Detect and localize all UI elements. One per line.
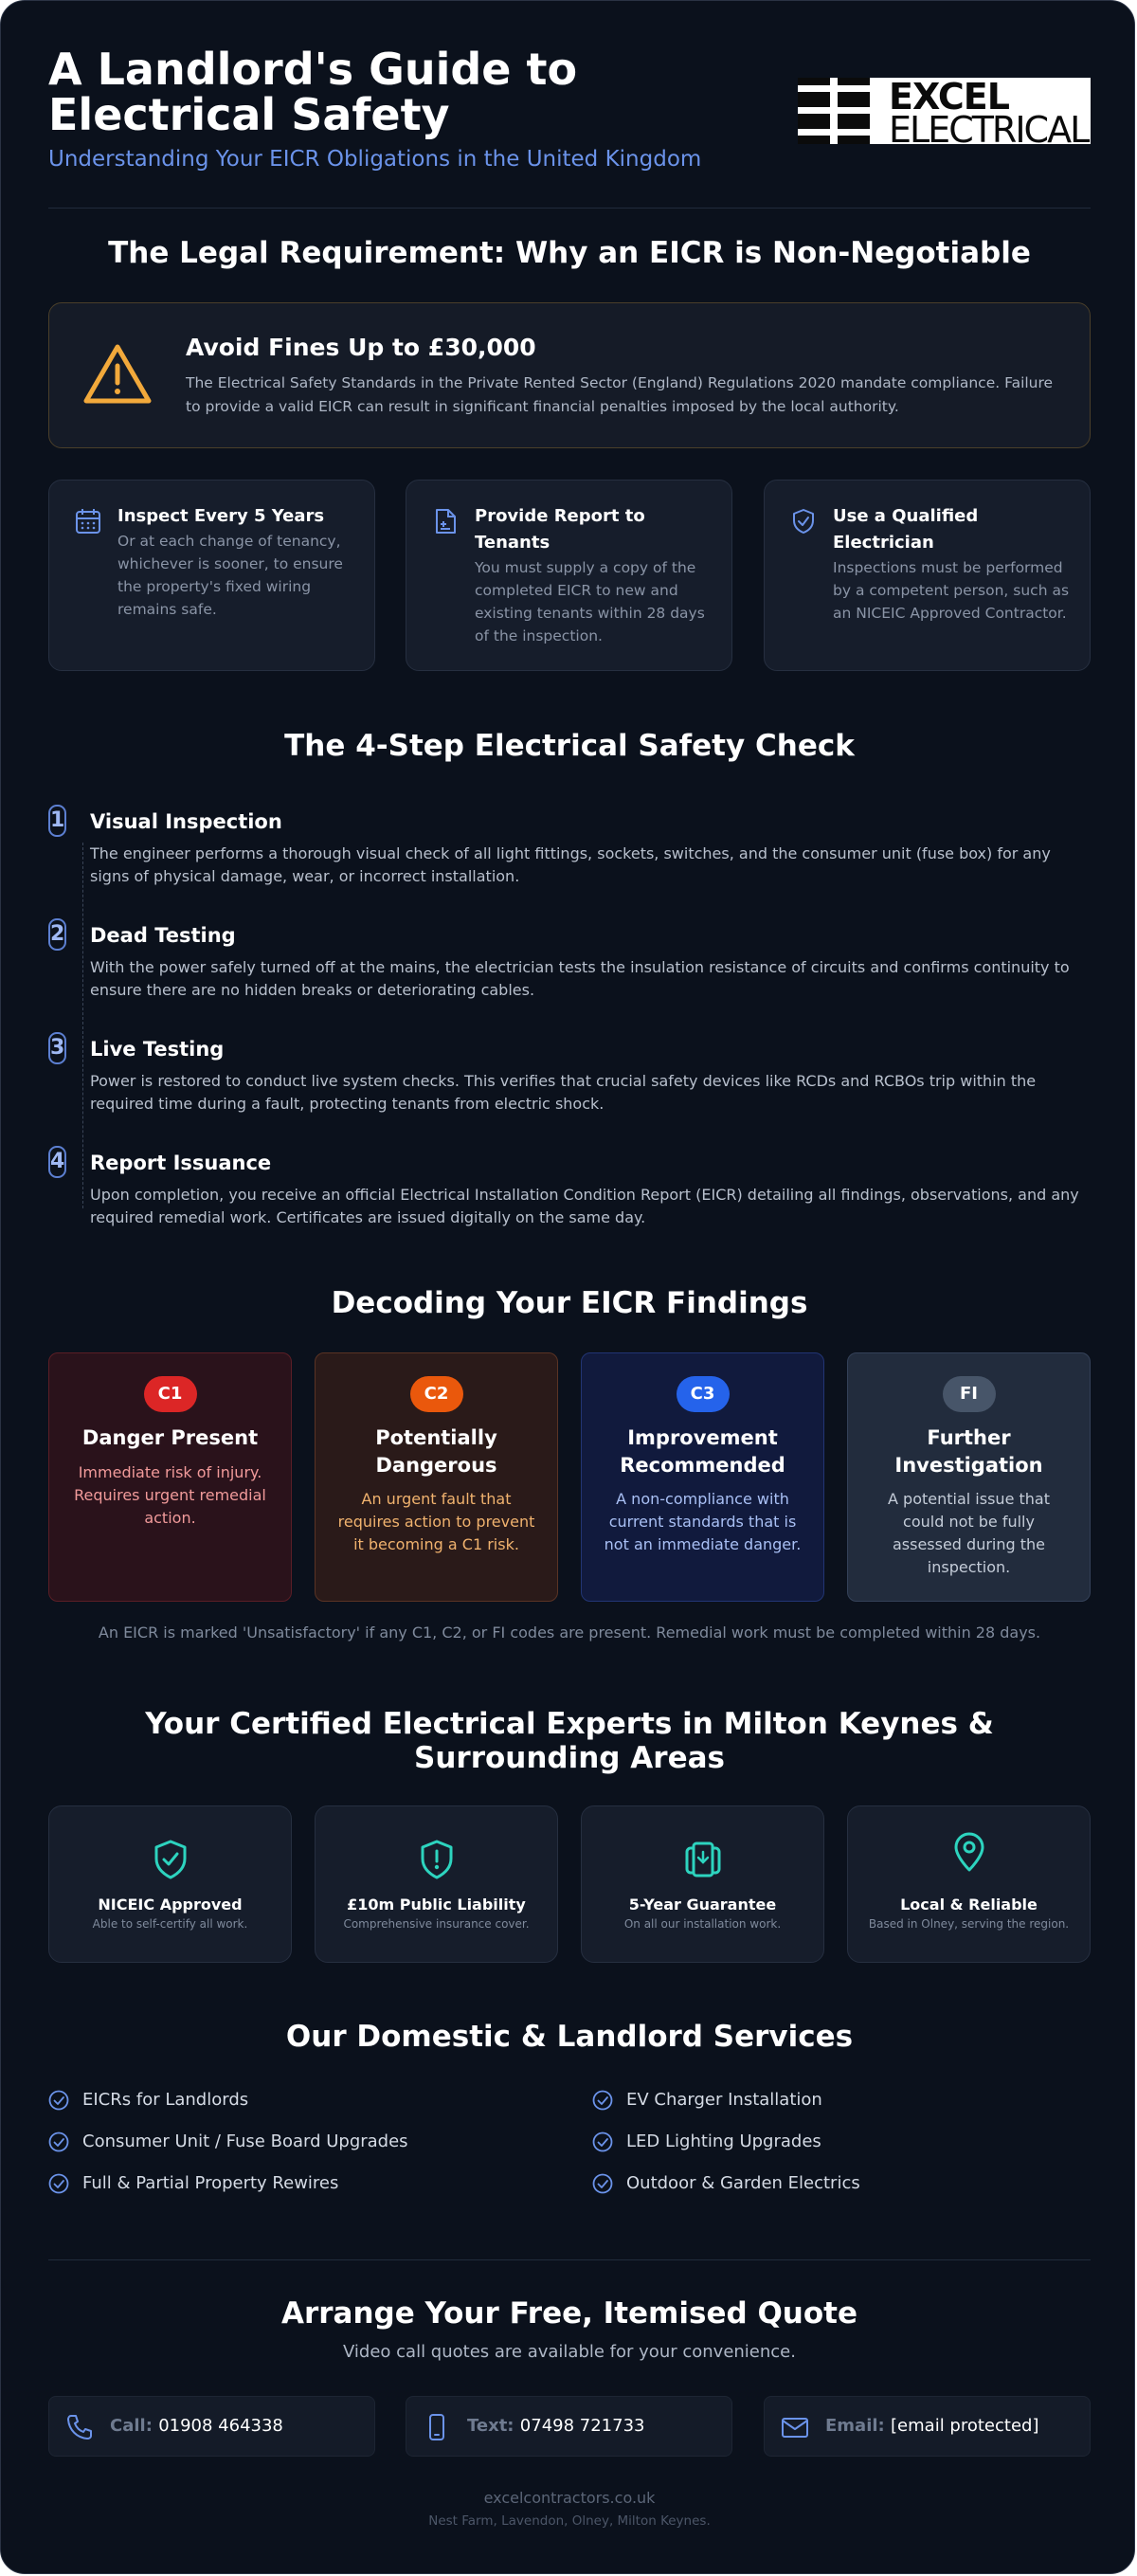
section-title-services: Our Domestic & Landlord Services — [285, 2020, 854, 2054]
card-heading: Inspect Every 5 Years — [117, 506, 325, 526]
feature-text: Comprehensive insurance cover. — [343, 1917, 530, 1931]
quote-subtitle: Video call quotes are available for your convenience. — [343, 2342, 796, 2362]
contact-label — [825, 2416, 1038, 2436]
requirement-card — [764, 480, 1091, 671]
contact-label-text: Email: — [825, 2416, 885, 2436]
card-text: You must supply a copy of the completed EICR to new and existing tenants within 28 days of the inspection. — [475, 559, 705, 644]
card-text: Inspections must be performed by a competent person, such as an NICEIC Approved Contractor. — [833, 559, 1070, 622]
contact-label — [110, 2416, 283, 2436]
section-title-experts: Your Certified Electrical Experts in Milton Keynes & Surrounding Areas — [145, 1707, 994, 1775]
step-text: Upon completion, you receive an official Electrical Installation Condition Report (EICR) detailing all findings, observations, and any required remedial work. Certificates are issued digitally on the same day. — [90, 1186, 1079, 1226]
requirement-card — [48, 480, 375, 671]
contact-label-text: Call: — [110, 2416, 153, 2436]
code-badge: C1 — [144, 1376, 197, 1412]
code-heading: Further Investigation — [894, 1426, 1043, 1477]
calendar-icon — [74, 507, 102, 535]
shield-check-icon — [152, 1839, 190, 1880]
service-label: EV Charger Installation — [626, 2090, 822, 2110]
company-logo — [798, 76, 1091, 151]
feature-text: Able to self-certify all work. — [92, 1917, 248, 1931]
requirement-card — [406, 480, 732, 671]
contact-email[interactable] — [764, 2396, 1091, 2457]
check-circle-icon — [48, 2173, 69, 2194]
section-title-quote: Arrange Your Free, Itemised Quote — [280, 2296, 858, 2331]
feature-heading: Local & Reliable — [900, 1896, 1038, 1914]
card-heading: Provide Report to Tenants — [475, 506, 645, 553]
timeline-line — [82, 843, 83, 1208]
check-circle-icon — [592, 2173, 613, 2194]
feature-card — [48, 1805, 292, 1963]
code-card-c1 — [48, 1352, 292, 1602]
divider — [48, 208, 1091, 209]
feature-heading: 5-Year Guarantee — [628, 1896, 777, 1914]
feature-card — [581, 1805, 824, 1963]
code-heading: Danger Present — [81, 1426, 259, 1449]
code-heading: Improvement Recommended — [620, 1426, 785, 1477]
shield-alert-icon — [418, 1839, 456, 1880]
shield-check-icon — [789, 507, 818, 535]
service-label: Consumer Unit / Fuse Board Upgrades — [82, 2132, 408, 2151]
contact-text[interactable] — [406, 2396, 732, 2457]
fine-text: The Electrical Safety Standards in the Private Rented Sector (England) Regulations 2020 mandate compliance. Failure to provide a valid EICR can result in significant financial penalties imposed by the local authority. — [186, 374, 1054, 415]
code-text: An urgent fault that requires action to prevent it becoming a C1 risk. — [337, 1490, 535, 1553]
step-number: 2 — [48, 918, 66, 951]
code-card-c2 — [315, 1352, 558, 1602]
header — [48, 46, 1091, 208]
contact-value[interactable]: [email protected] — [891, 2416, 1039, 2436]
section-title-legal: The Legal Requirement: Why an EICR is Non-Negotiable — [108, 236, 1031, 270]
step-heading: Dead Testing — [90, 924, 236, 947]
check-circle-icon — [48, 2090, 69, 2111]
company-address: Nest Farm, Lavendon, Olney, Milton Keynes. — [428, 2513, 711, 2529]
step-text: The engineer performs a thorough visual check of all light fittings, sockets, switches, and the consumer unit (fuse box) for any signs of physical damage, wear, or incorrect installation. — [90, 844, 1051, 885]
code-badge: C2 — [410, 1376, 463, 1412]
step-heading: Visual Inspection — [90, 810, 282, 833]
code-badge: FI — [943, 1376, 996, 1412]
code-badge: C3 — [677, 1376, 730, 1412]
section-title-steps: The 4-Step Electrical Safety Check — [284, 729, 855, 763]
feature-text: Based in Olney, serving the region. — [868, 1917, 1070, 1931]
website-link[interactable]: excelcontractors.co.uk — [483, 2489, 656, 2507]
document-icon — [431, 507, 460, 535]
contact-value[interactable]: 07498 721733 — [519, 2416, 645, 2436]
map-pin-icon — [950, 1831, 988, 1873]
step-number: 4 — [48, 1146, 66, 1178]
step-text: Power is restored to conduct live system checks. This verifies that crucial safety devices like RCDs and RCBOs trip within the required time during a fault, protecting tenants from electric shock. — [90, 1072, 1037, 1113]
check-circle-icon — [48, 2132, 69, 2152]
guarantee-icon — [684, 1839, 722, 1880]
feature-heading: £10m Public Liability — [347, 1896, 526, 1914]
contact-value[interactable]: 01908 464338 — [158, 2416, 283, 2436]
check-circle-icon — [592, 2090, 613, 2111]
service-label: Outdoor & Garden Electrics — [626, 2173, 860, 2193]
fine-heading: Avoid Fines Up to £30,000 — [186, 334, 536, 361]
card-heading: Use a Qualified Electrician — [833, 506, 979, 553]
service-label: Full & Partial Property Rewires — [82, 2173, 339, 2193]
page-title: A Landlord's Guide to Electrical Safety — [48, 44, 578, 140]
feature-text: On all our installation work. — [623, 1917, 782, 1931]
logo-mark-icon — [798, 78, 870, 144]
step-text: With the power safely turned off at the mains, the electrician tests the insulation resistance of circuits and confirms continuity to ensure there are no hidden breaks or deteriorating cables. — [90, 958, 1070, 999]
check-circle-icon — [592, 2132, 613, 2152]
code-card-fi — [847, 1352, 1091, 1602]
code-text: Immediate risk of injury. Requires urgent remedial action. — [74, 1463, 266, 1527]
step-heading: Report Issuance — [90, 1152, 272, 1174]
findings-note: An EICR is marked 'Unsatisfactory' if any C1, C2, or FI codes are present. Remedial work must be completed within 28 days. — [98, 1624, 1041, 1642]
service-label: LED Lighting Upgrades — [626, 2132, 821, 2151]
code-card-c3 — [581, 1352, 824, 1602]
code-text: A non-compliance with current standards that is not an immediate danger. — [604, 1490, 802, 1553]
code-text: A potential issue that could not be fully assessed during the inspection. — [888, 1490, 1050, 1576]
step-number: 3 — [48, 1032, 66, 1064]
logo-text-secondary: ELECTRICAL — [889, 109, 1089, 151]
contact-call[interactable] — [48, 2396, 375, 2457]
step-heading: Live Testing — [90, 1038, 225, 1061]
logo-text-primary: EXCEL — [889, 76, 1009, 118]
fine-warning-box — [48, 302, 1091, 448]
feature-heading: NICEIC Approved — [98, 1896, 243, 1914]
code-heading: Potentially Dangerous — [375, 1426, 497, 1477]
step-number: 1 — [48, 805, 66, 837]
mail-icon — [780, 2412, 810, 2442]
feature-card — [315, 1805, 558, 1963]
divider — [48, 2259, 1091, 2260]
contact-label — [467, 2416, 645, 2436]
service-label: EICRs for Landlords — [82, 2090, 249, 2110]
card-text: Or at each change of tenancy, whichever is sooner, to ensure the property's fixed wiring remains safe. — [117, 533, 343, 618]
feature-card — [847, 1805, 1091, 1963]
contact-label-text: Text: — [467, 2416, 514, 2436]
section-title-findings: Decoding Your EICR Findings — [331, 1286, 808, 1320]
phone-icon — [64, 2412, 95, 2442]
mobile-icon — [422, 2412, 452, 2442]
warning-icon — [81, 341, 153, 408]
page-subtitle: Understanding Your EICR Obligations in the United Kingdom — [48, 147, 702, 172]
